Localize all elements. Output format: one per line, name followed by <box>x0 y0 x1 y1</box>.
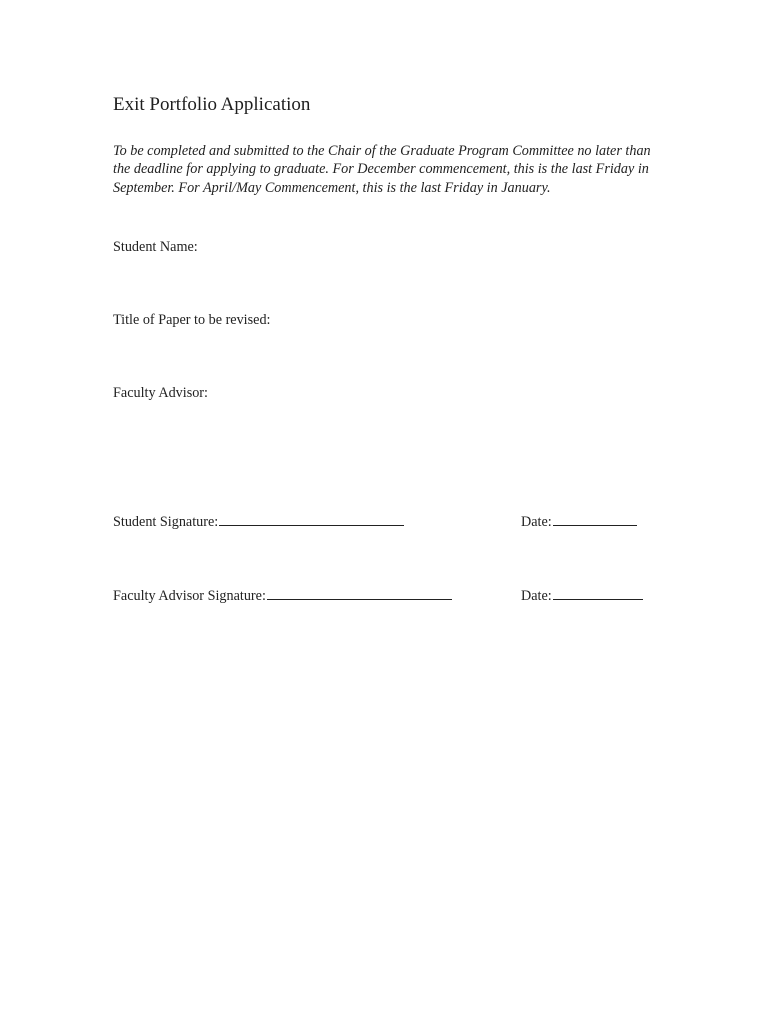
faculty-advisor-label: Faculty Advisor: <box>113 385 208 401</box>
paper-title-label: Title of Paper to be revised: <box>113 312 271 328</box>
student-name-label: Student Name: <box>113 239 198 255</box>
form-title: Exit Portfolio Application <box>113 94 311 115</box>
student-date-row <box>521 512 637 531</box>
student-signature-line[interactable] <box>219 512 404 526</box>
form-instructions: To be completed and submitted to the Chair of the Graduate Program Committee no later than the deadline for applying to graduate. For December commencement, this is the last Friday in September. For April/May Commencement, this is the last Friday in January. <box>113 143 651 196</box>
advisor-date-label: Date: <box>521 588 552 604</box>
student-signature-row <box>113 512 404 531</box>
student-signature-label: Student Signature: <box>113 514 219 530</box>
advisor-signature-row <box>113 586 452 605</box>
student-date-label: Date: <box>521 514 552 530</box>
advisor-signature-label: Faculty Advisor Signature: <box>113 588 266 604</box>
student-date-line[interactable] <box>553 512 637 526</box>
advisor-date-line[interactable] <box>553 586 643 600</box>
advisor-signature-line[interactable] <box>267 586 452 600</box>
advisor-date-row <box>521 586 643 605</box>
